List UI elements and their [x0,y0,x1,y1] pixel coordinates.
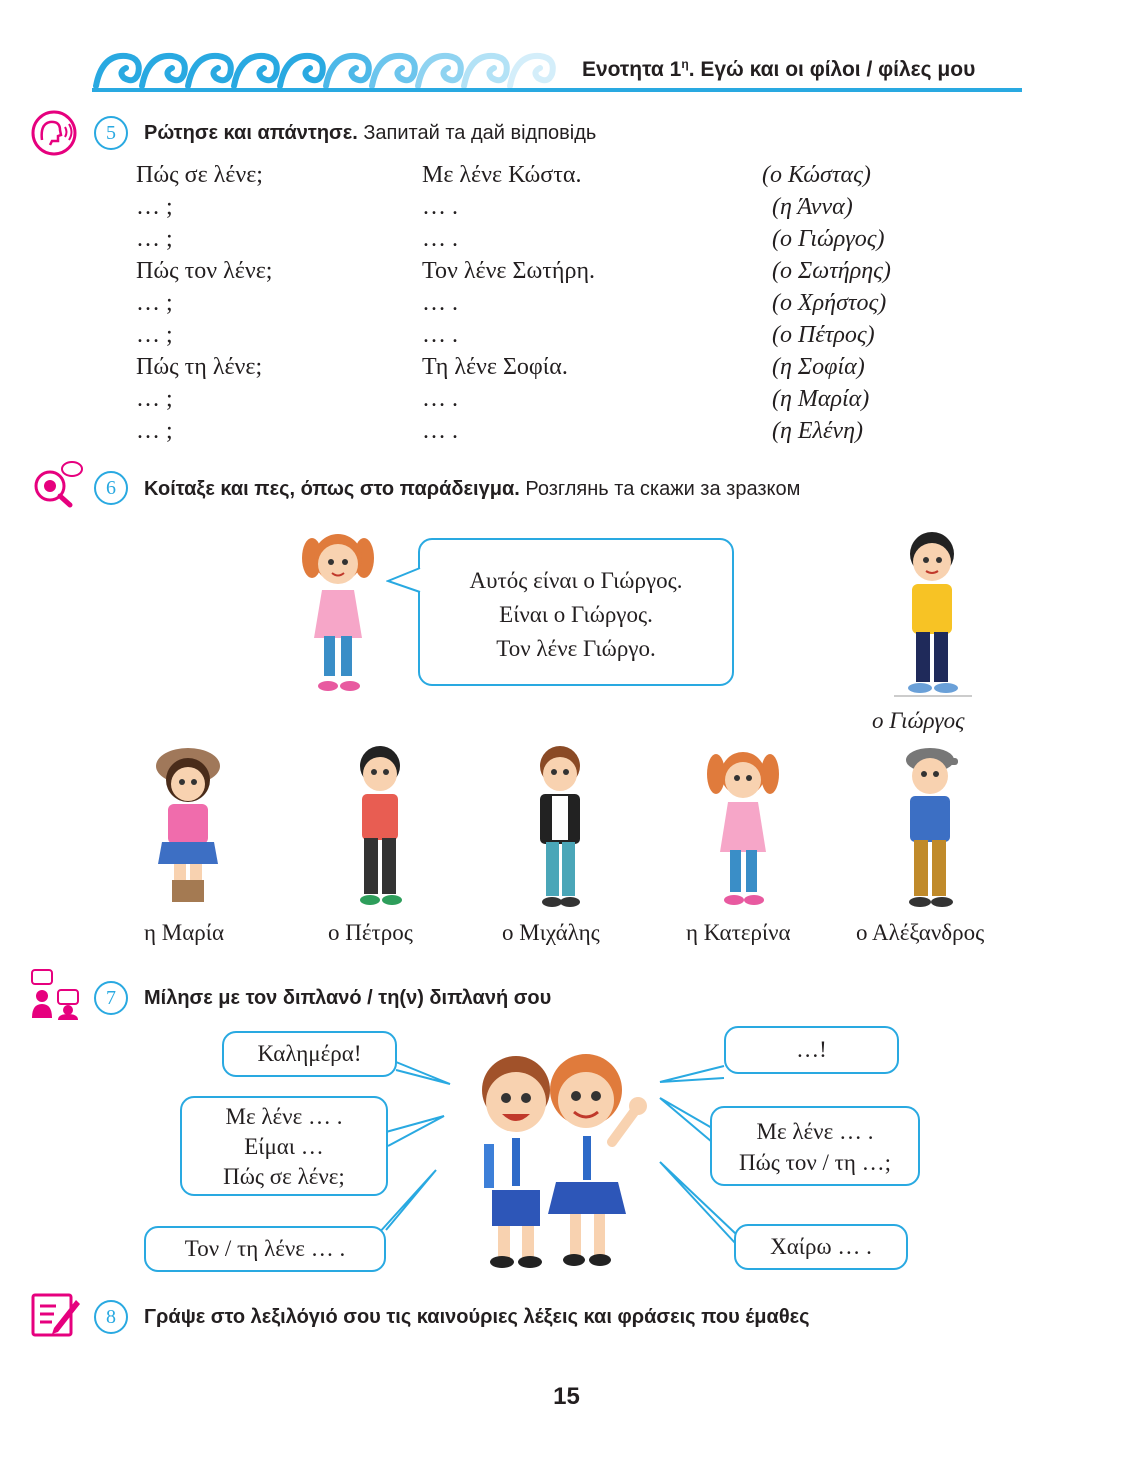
giorgos-illustration [892,528,974,698]
name-hint: (ο Πέτρος) [772,322,875,348]
bubble-line: Είναι ο Γιώργος. [499,602,653,627]
katerina-illustration [700,744,786,910]
bubble-line: …! [796,1037,827,1062]
petros-illustration [342,744,418,910]
question: Πώς σε λένε; [136,162,263,188]
name-hint: (η Μαρία) [772,386,870,412]
answer: … . [422,322,458,348]
bubble-line: Αυτός είναι ο Γιώργος. [469,568,683,593]
question: … ; [136,226,173,252]
kid-caption-maria: η Μαρία [144,920,224,945]
maria-illustration [150,744,226,910]
exercise-6-number: 6 [94,471,128,505]
bubble-line: Τον / τη λένε … . [184,1236,346,1261]
exercise-7-number: 7 [94,981,128,1015]
exercise-5-number: 5 [94,116,128,150]
bubble-line: Χαίρω … . [770,1234,872,1259]
question: … ; [136,322,173,348]
exercise-8-number: 8 [94,1300,128,1334]
header-wave-ornament [92,48,582,90]
bubble-reply-introduce [710,1106,920,1186]
exercise-6-instruction: Κοίταξε και πες, όπως στο παράδειγμα. Розглянь та скажи за зразком [144,478,801,500]
girl-speaking-illustration [292,528,384,698]
bubble-reply [724,1026,899,1074]
answer: … . [422,226,458,252]
answer: … . [422,386,458,412]
answer: … . [422,290,458,316]
question: Πώς τον λένε; [136,258,273,284]
question: … ; [136,386,173,412]
kid-caption-alexandros: ο Αλέξανδρος [856,920,985,945]
question: … ; [136,290,173,316]
question: … ; [136,418,173,444]
kid-caption-michalis: ο Μιχάλης [502,920,600,945]
bubble-line: Με λένε … . [225,1104,343,1129]
name-hint: (ο Κώστας) [762,162,871,188]
giorgos-caption: ο Γιώργος [872,708,965,733]
name-hint: (ο Χρήστος) [772,290,887,316]
header-rule [92,88,1022,92]
michalis-illustration [522,744,598,910]
question: Πώς τη λένε; [136,354,263,380]
kid-caption-petros: ο Πέτρος [328,920,413,945]
pair-talk-icon [30,968,82,1020]
name-hint: (ο Γιώργος) [772,226,885,252]
question: … ; [136,194,173,220]
name-hint: (ο Σωτήρης) [772,258,891,284]
exercise-8-instruction: Γράψε στο λεξιλόγιό σου τις καινούριες λέξεις και φράσεις που έμαθες [144,1306,810,1328]
exercise-5-instruction: Ρώτησε και απάντησε. Запитай та дай відповідь [144,122,597,144]
bubble-nice-to-meet [734,1224,908,1270]
bubble-introduce [180,1096,388,1196]
name-hint: (η Σοφία) [772,354,865,380]
bubble-line: Τον λένε Γιώργο. [496,636,656,661]
answer: Τον λένε Σωτήρη. [422,258,595,284]
two-kids-talking-illustration [456,1050,660,1272]
bubble-line: Είμαι … [244,1134,324,1159]
alexandros-illustration [890,744,970,910]
bubble-line: Πώς σε λένε; [223,1164,345,1189]
answer: … . [422,418,458,444]
unit-title: Ενοτητα $1^\eta$. Εγώ και οι φίλοι / φίλες μου [582,57,976,81]
example-speech-bubble [418,538,734,686]
bubble-hello [222,1031,397,1077]
write-icon [30,1292,82,1338]
bubble-line: Πώς τον / τη …; [738,1150,892,1175]
name-hint: (η Άννα) [772,194,853,220]
bubble-line: Καλημέρα! [257,1041,362,1066]
name-hint: (η Ελένη) [772,418,863,444]
bubble-line: Με λένε … . [756,1119,874,1144]
answer: Τη λένε Σοφία. [422,354,568,380]
speaking-icon [30,110,82,156]
page-number: 15 [553,1383,580,1410]
look-and-say-icon [30,460,84,508]
answer: Με λένε Κώστα. [422,162,582,188]
answer: … . [422,194,458,220]
bubble-third-person [144,1226,386,1272]
speech-bubble-tail [386,566,422,596]
exercise-7-instruction: Μίλησε με τον διπλανό / τη(ν) διπλανή σου [144,987,552,1009]
kid-caption-katerina: η Κατερίνα [686,920,791,945]
